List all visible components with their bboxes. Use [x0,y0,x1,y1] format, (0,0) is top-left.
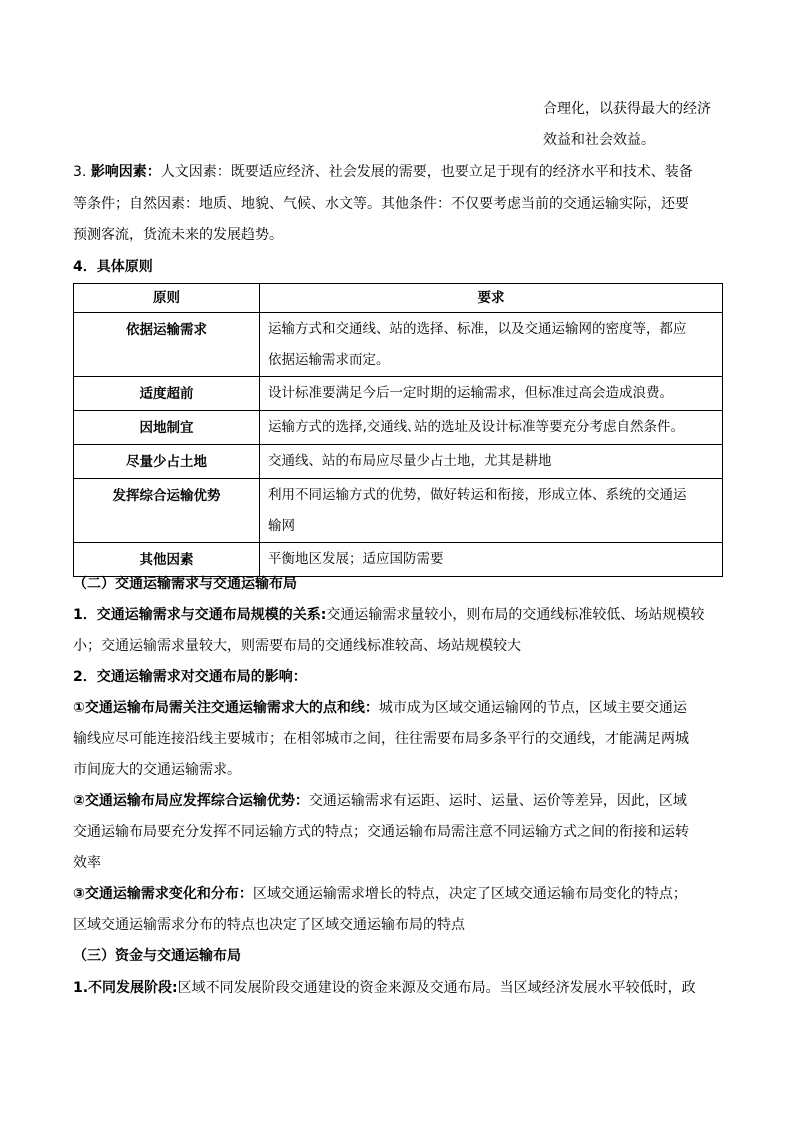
requirement-cell: 交通线、站的布局应尽量少占土地，尤其是耕地 [260,445,723,479]
s3-p1-line-1 [73,978,696,998]
requirement-line: 运输方式和交通线、站的选择、标准，以及交通运输网的密度等，都应 [268,321,687,337]
s2-i2-line-1 [73,791,687,811]
principle-cell: 因地制宜 [74,411,260,445]
requirement-cell [260,313,723,377]
principle-cell: 尽量少占土地 [74,445,260,479]
requirement-cell [260,479,723,543]
factors-line-2: 等条件；自然因素：地质、地貌、气候、水文等。其他条件：不仅要考虑当前的交通运输实际，还要 [73,196,689,212]
s3-p1-label: 1.不同发展阶段: [73,980,178,996]
s2-i3-line-1 [73,884,687,904]
header-requirement: 要求 [260,284,723,313]
continuation-line-2: 效益和社会效益。 [543,132,655,148]
factors-number: 3. [73,164,87,180]
s2-i2-line-2: 交通运输布局要充分发挥不同运输方式的特点；交通运输布局需注意不同运输方式之间的衔接和运转 [73,824,689,840]
s2-i2-label: ②交通运输布局应发挥综合运输优势： [73,793,309,809]
table-row [74,313,723,377]
section2-heading: （二）交通运输需求与交通运输布局 [73,576,297,592]
s2-p1-line-2: 小；交通运输需求量较大，则需要布局的交通线标准较高、场站规模较大 [73,638,521,654]
factors-text-1: 人文因素：既要适应经济、社会发展的需要，也要立足于现有的经济水平和技术、装备 [160,164,693,180]
s2-p2-heading: 2．交通运输需求对交通布局的影响： [73,669,307,685]
table-row [74,377,723,411]
s2-p1-text-1: 交通运输需求量较小，则布局的交通线标准较低、场站规模较 [326,607,705,623]
requirement-line: 利用不同运输方式的优势，做好转运和衔接，形成立体、系统的交通运 [268,487,687,503]
s2-p1-label: 1．交通运输需求与交通布局规模的关系: [73,607,327,623]
factors-line-1 [73,162,693,182]
s2-i1-line-1 [73,698,687,718]
requirement-cell: 设计标准要满足今后一定时期的运输需求，但标准过高会造成浪费。 [260,377,723,411]
s2-i1-label: ①交通运输布局需关注交通运输需求大的点和线： [73,700,379,716]
requirement-cell: 运输方式的选择,交通线､站的选址及设计标准等要充分考虑自然条件。 [260,411,723,445]
s2-i1-line-2: 输线应尽可能连接沿线主要城市；在相邻城市之间，往往需要布局多条平行的交通线，才能满足两城 [73,731,689,747]
table-row [74,411,723,445]
factors-line-3: 预测客流，货流未来的发展趋势。 [73,227,283,243]
s2-i1-line-3: 市间庞大的交通运输需求。 [73,762,241,778]
s2-i3-label: ③交通运输需求变化和分布： [73,886,253,902]
requirement-line: 输网 [268,518,295,534]
table-header-row [74,284,723,313]
s2-i3-text-1: 区域交通运输需求增长的特点，决定了区域交通运输布局变化的特点； [252,886,687,902]
principle-cell: 适度超前 [74,377,260,411]
s3-p1-text-1: 区域不同发展阶段交通建设的资金来源及交通布局。当区域经济发展水平较低时，政 [177,980,696,996]
s2-i2-text-1: 交通运输需求有运距、运时、运量、运价等差异，因此，区域 [308,793,687,809]
principles-table [73,283,723,577]
requirement-line: 依据运输需求而定。 [268,352,390,368]
s2-i3-line-2: 区域交通运输需求分布的特点也决定了区域交通运输布局的特点 [73,917,465,933]
s2-i1-text-1: 城市成为区域交通运输网的节点，区域主要交通运 [378,700,687,716]
principle-cell: 依据运输需求 [74,313,260,377]
s2-i2-line-3: 效率 [73,855,101,871]
continuation-line-1: 合理化，以获得最大的经济 [543,101,711,117]
requirement-cell: 平衡地区发展；适应国防需要 [260,543,723,577]
factors-label: 影响因素： [90,164,161,180]
principle-cell: 发挥综合运输优势 [74,479,260,543]
header-principle: 原则 [74,284,260,313]
table-row [74,543,723,577]
table-row [74,479,723,543]
table-row [74,445,723,479]
principles-heading: 4．具体原则 [73,259,153,275]
principle-cell: 其他因素 [74,543,260,577]
section3-heading: （三）资金与交通运输布局 [73,948,241,964]
s2-p1-line-1 [73,605,704,625]
